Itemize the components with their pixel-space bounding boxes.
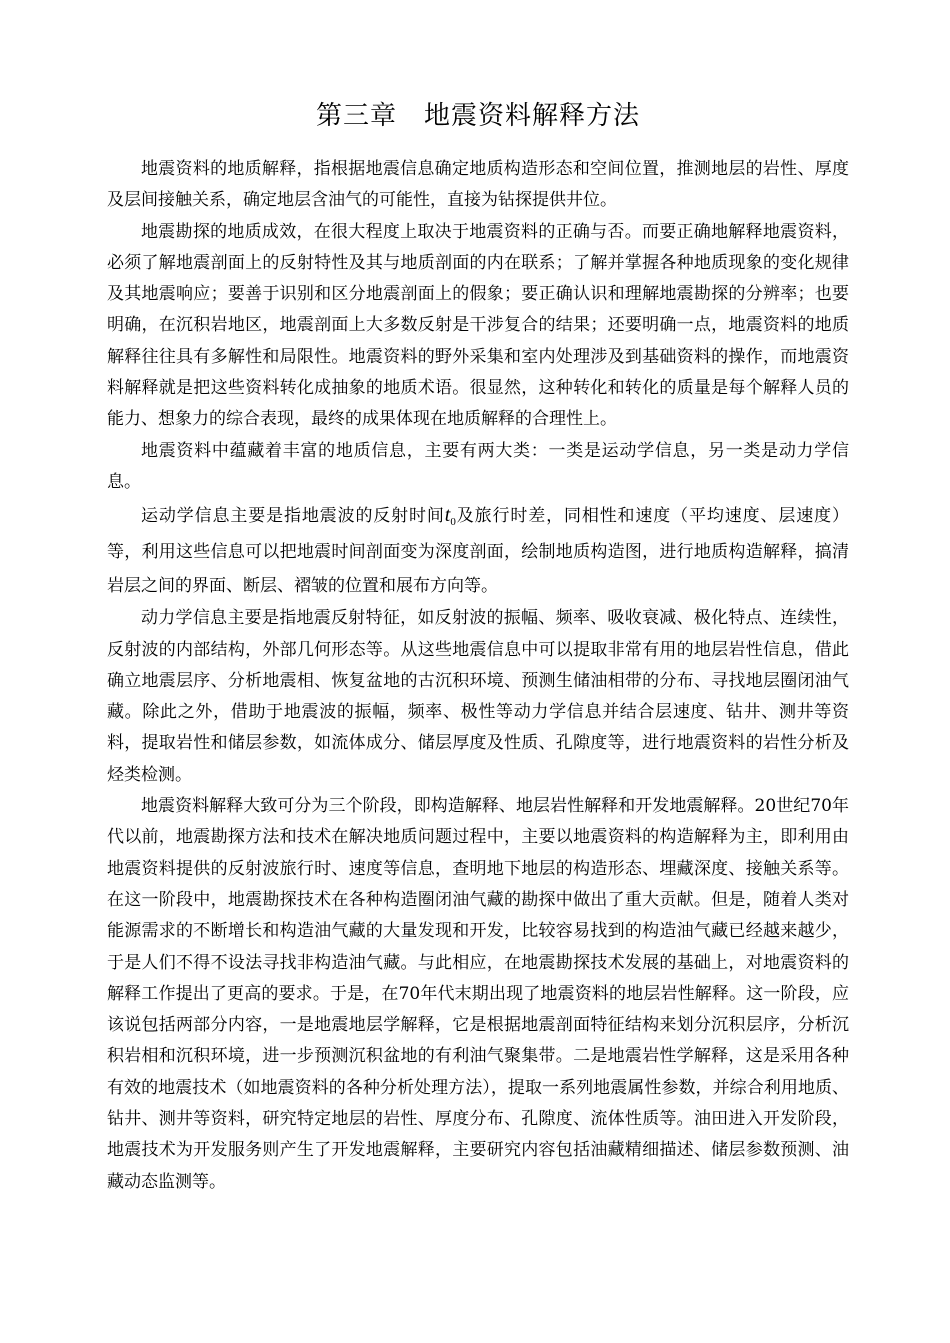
paragraph-effectiveness: 地震勘探的地质成效，在很大程度上取决于地震资料的正确与否。而要正确地解释地震资料，必须了解地震剖面上的反射特性及其与地质剖面的内在联系；了解并掌握各种地质现象的变化规律及其地震响应；要善于识别和区分地震剖面上的假象；要正确认识和理解地震勘探的分辨率；也要明确，在沉积岩地区，地震剖面上大多数反射是干涉复合的结果；还要明确一点，地震资料的地质解释往往具有多解性和局限性。地震资料的野外采集和室内处理涉及到基础资料的操作，而地震资料解释就是把这些资料转化成抽象的地质术语。很显然，这种转化和转化的质量是每个解释人员的能力、想象力的综合表现，最终的成果体现在地质解释的合理性上。 — [107, 221, 849, 430]
t0-subscript: 0 — [450, 516, 456, 529]
paragraph-intro: 地震资料的地质解释，指根据地震信息确定地质构造形态和空间位置，推测地层的岩性、厚度及层间接触关系，确定地层含油气的可能性，直接为钻探提供井位。 — [107, 159, 849, 211]
paragraph-kinematic — [107, 498, 849, 603]
paragraph-information-types: 地震资料中蕴藏着丰富的地质信息，主要有两大类：一类是运动学信息，另一类是动力学信息。 — [107, 440, 849, 492]
t0-symbol: $t_0$ — [444, 504, 456, 529]
paragraph-dynamic: 动力学信息主要是指地震反射特征，如反射波的振幅、频率、吸收衰减、极化特点、连续性，反射波的内部结构，外部几何形态等。从这些地震信息中可以提取非常有用的地层岩性信息，借此确立地震层序、分析地震相、恢复盆地的古沉积环境、预测生储油相带的分布、寻找地层圈闭油气藏。除此之外，借助于地震波的振幅，频率、极性等动力学信息并结合层速度、钻井、测井等资料，提取岩性和储层参数，如流体成分、储层厚度及性质、孔隙度等，进行地震资料的岩性分析及烃类检测。 — [107, 608, 849, 785]
kinematic-text-before: 运动学信息主要是指地震波的反射时间 — [141, 506, 445, 527]
paragraph-interpretation-stages: 地震资料解释大致可分为三个阶段，即构造解释、地层岩性解释和开发地震解释。20世纪70年代以前，地震勘探方法和技术在解决地质问题过程中，主要以地震资料的构造解释为主，即利用由地震资料提供的反射波旅行时、速度等信息，查明地下地层的构造形态、埋藏深度、接触关系等。在这一阶段中，地震勘探技术在各种构造圈闭油气藏的勘探中做出了重大贡献。但是，随着人类对能源需求的不断增长和构造油气藏的大量发现和开发，比较容易找到的构造油气藏已经越来越少，于是人们不得不设法寻找非构造油气藏。与此相应，在地震勘探技术发展的基础上，对地震资料的解释工作提出了更高的要求。于是，在70年代末期出现了地震资料的地层岩性解释。这一阶段，应该说包括两部分内容，一是地震地层学解释，它是根据地震剖面特征结构来划分沉积层序，分析沉积岩相和沉积环境，进一步预测沉积盆地的有利油气聚集带。二是地震岩性学解释，这是采用各种有效的地震技术（如地震资料的各种分析处理方法），提取一系列地震属性参数，并综合利用地质、钻井、测井等资料，研究特定地层的岩性、厚度分布、孔隙度、流体性质等。油田进入开发阶段，地震技术为开发服务则产生了开发地震解释，主要研究内容包括油藏精细描述、储层参数预测、油藏动态监测等。 — [107, 796, 849, 1192]
document-page — [107, 96, 849, 1198]
chapter-title: 第三章 地震资料解释方法 — [315, 101, 640, 131]
kinematic-text-after: 及旅行时差，同相性和速度（平均速度、层速度）等，利用这些信息可以把地震时间剖面变为深度剖面，绘制地质构造图，进行地质构造解释，搞清岩层之间的界面、断层、褶皱的位置和展布方向等。 — [107, 506, 850, 597]
